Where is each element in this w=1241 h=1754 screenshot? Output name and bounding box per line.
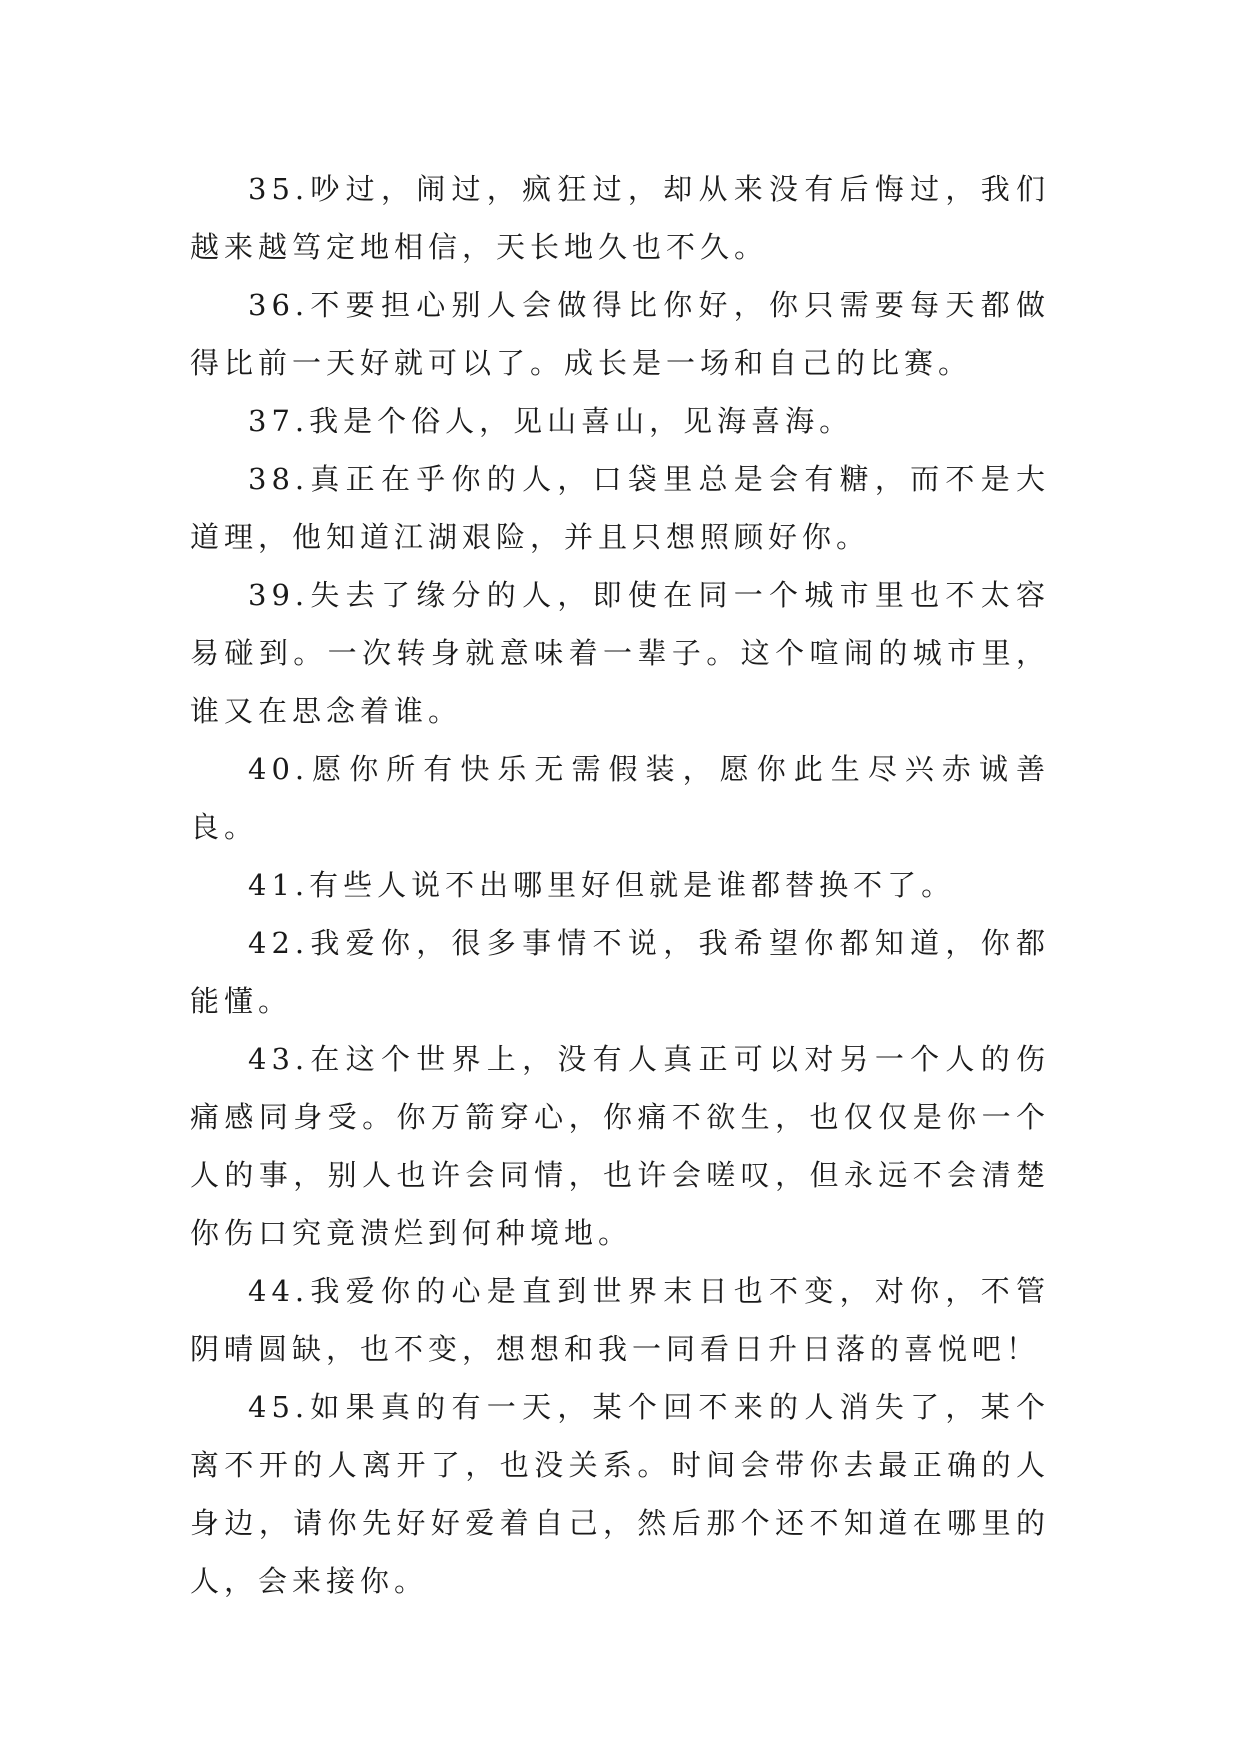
paragraph-43: 43.在这个世界上，没有人真正可以对另一个人的伤痛感同身受。你万箭穿心，你痛不欲生，也仅仅是你一个人的事，别人也许会同情，也许会嗟叹，但永远不会清楚你伤口究竟溃烂到何种境地。 <box>190 1042 1050 1250</box>
document-body <box>190 160 1050 1610</box>
paragraph-40: 40.愿你所有快乐无需假装，愿你此生尽兴赤诚善良。 <box>190 752 1050 844</box>
paragraph-35: 35.吵过，闹过，疯狂过，却从来没有后悔过，我们越来越笃定地相信，天长地久也不久。 <box>190 172 1050 264</box>
paragraph-45: 45.如果真的有一天，某个回不来的人消失了，某个离不开的人离开了，也没关系。时间会带你去最正确的人身边，请你先好好爱着自己，然后那个还不知道在哪里的人，会来接你。 <box>190 1390 1050 1598</box>
paragraph-38: 38.真正在乎你的人，口袋里总是会有糖，而不是大道理，他知道江湖艰险，并且只想照顾好你。 <box>190 462 1050 554</box>
paragraph-41: 41.有些人说不出哪里好但就是谁都替换不了。 <box>248 868 956 902</box>
paragraph-37: 37.我是个俗人，见山喜山，见海喜海。 <box>248 404 854 438</box>
paragraph-44: 44.我爱你的心是直到世界末日也不变，对你，不管阴晴圆缺，也不变，想想和我一同看日升日落的喜悦吧！ <box>190 1274 1050 1366</box>
paragraph-42: 42.我爱你，很多事情不说，我希望你都知道，你都能懂。 <box>190 926 1050 1018</box>
paragraph-39: 39.失去了缘分的人，即使在同一个城市里也不太容易碰到。一次转身就意味着一辈子。这个喧闹的城市里，谁又在思念着谁。 <box>190 578 1050 728</box>
paragraph-36: 36.不要担心别人会做得比你好，你只需要每天都做得比前一天好就可以了。成长是一场和自己的比赛。 <box>190 288 1050 380</box>
